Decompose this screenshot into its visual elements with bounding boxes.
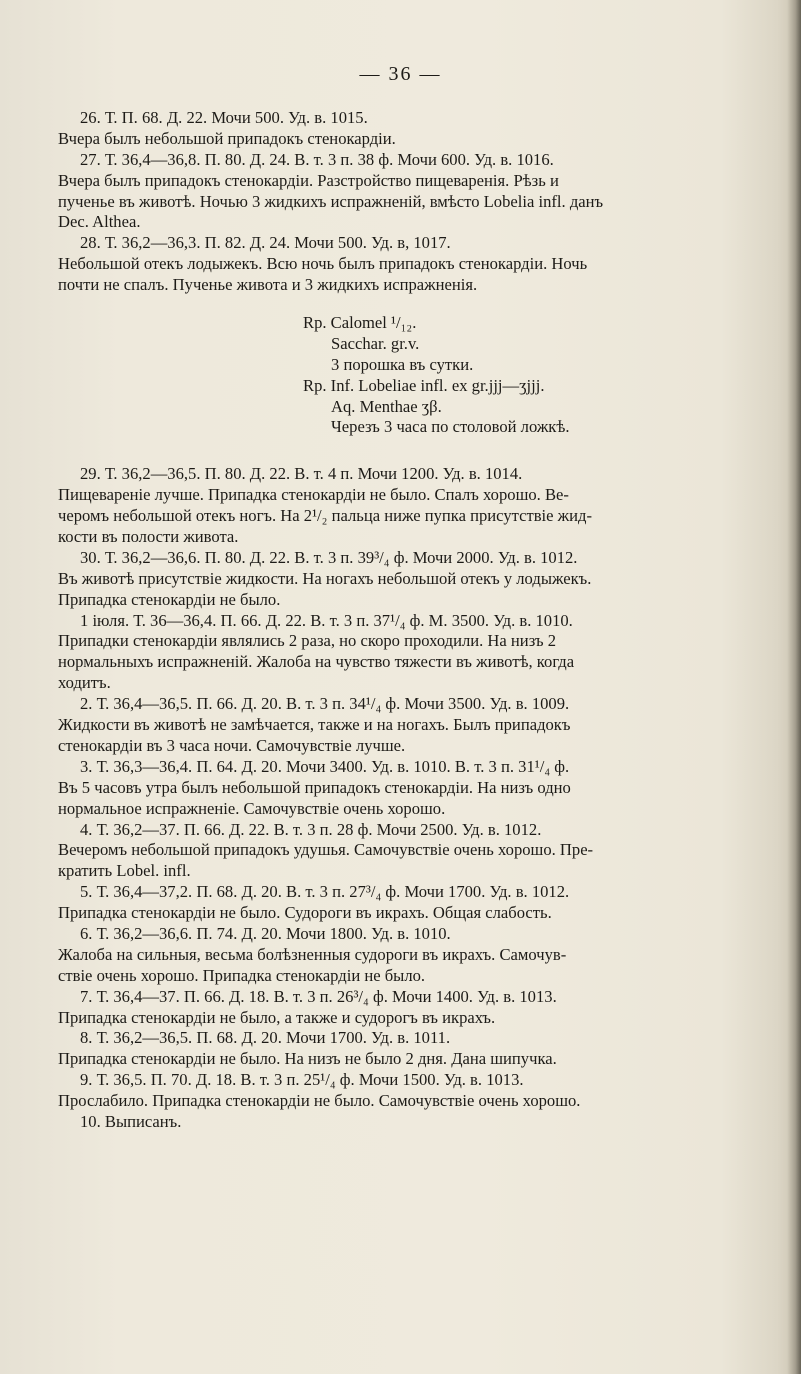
text-line: 29. Т. 36,2—36,5. П. 80. Д. 22. В. т. 4 п. Мочи 1200. Уд. в. 1014. xyxy=(80,464,523,484)
text-line: 6. Т. 36,2—36,6. П. 74. Д. 20. Мочи 1800. Уд. в. 1010. xyxy=(80,923,451,943)
text-line: Dec. Althea. xyxy=(58,212,141,232)
recipe-line: Черезъ 3 часа по столовой ложкѣ. xyxy=(331,417,570,437)
text-line: Припадка стенокардіи не было. Судороги въ икрахъ. Общая слабость. xyxy=(58,903,552,923)
text-line: Припадка стенокардіи не было. На низъ не было 2 дня. Дана шипучка. xyxy=(58,1049,557,1069)
text-line: 7. Т. 36,4—37. П. 66. Д. 18. В. т. 3 п. 26³/₄ ф. Мочи 1400. Уд. в. 1013. xyxy=(80,986,557,1006)
text-line: нормальное испражненіе. Самочувствіе очень хорошо. xyxy=(58,798,446,818)
page-number: — 36 — xyxy=(359,63,442,85)
text-line: Вчера былъ припадокъ стенокардіи. Разстройство пищеваренія. Рѣзь и xyxy=(58,170,559,190)
recipe-line: Aq. Menthae ʒβ. xyxy=(331,396,442,416)
text-line: 30. Т. 36,2—36,6. П. 80. Д. 22. В. т. 3 п. 39³/₄ ф. Мочи 2000. Уд. в. 1012. xyxy=(80,547,578,567)
text-line: 3. Т. 36,3—36,4. П. 64. Д. 20. Мочи 3400. Уд. в. 1010. В. т. 3 п. 31¹/₄ ф. xyxy=(80,756,570,776)
text-line: стенокардіи въ 3 часа ночи. Самочувствіе лучше. xyxy=(58,735,406,755)
text-line: черомъ небольшой отекъ ногъ. На 2¹/₂ пальца ниже пупка присутствіе жид- xyxy=(58,506,592,526)
text-line: Прослабило. Припадка стенокардіи не было. Самочувствіе очень хорошо. xyxy=(58,1091,581,1111)
text-line: 9. Т. 36,5. П. 70. Д. 18. В. т. 3 п. 25¹/₄ ф. Мочи 1500. Уд. в. 1013. xyxy=(80,1070,524,1090)
text-line: 26. Т. П. 68. Д. 22. Мочи 500. Уд. в. 1015. xyxy=(80,108,368,127)
text-line: Припадка стенокардіи не было. xyxy=(58,589,281,609)
text-line: 1 іюля. Т. 36—36,4. П. 66. Д. 22. В. т. 3 п. 37¹/₄ ф. М. 3500. Уд. в. 1010. xyxy=(80,610,573,630)
text-line: Пищевареніе лучше. Припадка стенокардіи не было. Спалъ хорошо. Ве- xyxy=(58,485,569,505)
recipe-line: Rp. Inf. Lobeliae infl. ex gr.jjj—ʒjjj. xyxy=(303,375,545,395)
text-line: 10. Выписанъ. xyxy=(80,1111,182,1131)
text-line: ствіе очень хорошо. Припадка стенокардіи не было. xyxy=(58,965,426,985)
text-line: 8. Т. 36,2—36,5. П. 68. Д. 20. Мочи 1700. Уд. в. 1011. xyxy=(80,1028,451,1048)
page-edge-shadow xyxy=(787,0,801,1374)
text-line: Припадки стенокардіи являлись 2 раза, но скоро проходили. На низъ 2 xyxy=(58,631,556,651)
text-line: Припадка стенокардіи не было, а также и судорогъ въ икрахъ. xyxy=(58,1007,496,1027)
text-line: 27. Т. 36,4—36,8. П. 80. Д. 24. В. т. 3 п. 38 ф. Мочи 600. Уд. в. 1016. xyxy=(80,149,554,169)
text-line: Жидкости въ животѣ не замѣчается, также и на ногахъ. Былъ припадокъ xyxy=(58,715,571,735)
text-line: Въ 5 часовъ утра былъ небольшой припадокъ стенокардіи. На низъ одно xyxy=(58,777,571,797)
recipe-line: 3 порошка въ сутки. xyxy=(331,354,474,374)
text-line: ходитъ. xyxy=(58,673,111,693)
text-line: пученье въ животѣ. Ночью 3 жидкихъ испражненій, вмѣсто Lobelia infl. данъ xyxy=(58,191,604,211)
text-line: Вечеромъ небольшой припадокъ удушья. Самочувствіе очень хорошо. Пре- xyxy=(58,840,594,860)
text-line: Жалоба на сильныя, весьма болѣзненныя судороги въ икрахъ. Самочув- xyxy=(58,944,567,964)
text-line: кости въ полости живота. xyxy=(58,527,239,547)
text-line: 5. Т. 36,4—37,2. П. 68. Д. 20. В. т. 3 п. 27³/₄ ф. Мочи 1700. Уд. в. 1012. xyxy=(80,882,570,902)
text-line: Въ животѣ присутствіе жидкости. На ногахъ небольшой отекъ у лодыжекъ. xyxy=(58,568,592,588)
text-line: почти не спалъ. Пученье живота и 3 жидкихъ испражненія. xyxy=(58,275,478,295)
text-line: 2. Т. 36,4—36,5. П. 66. Д. 20. В. т. 3 п. 34¹/₄ ф. Мочи 3500. Уд. в. 1009. xyxy=(80,694,570,714)
page-text xyxy=(58,108,778,1133)
text-line: Небольшой отекъ лодыжекъ. Всю ночь былъ припадокъ стенокардіи. Ночь xyxy=(58,254,588,274)
text-line: 4. Т. 36,2—37. П. 66. Д. 22. В. т. 3 п. 28 ф. Мочи 2500. Уд. в. 1012. xyxy=(80,819,542,839)
text-line: нормальныхъ испражненій. Жалоба на чувство тяжести въ животѣ, когда xyxy=(58,652,575,672)
recipe-line: Rp. Calomel ¹/₁₂. xyxy=(303,313,417,333)
text-line: Вчера былъ небольшой припадокъ стенокардіи. xyxy=(58,128,396,148)
text-line: 28. Т. 36,2—36,3. П. 82. Д. 24. Мочи 500. Уд. в, 1017. xyxy=(80,233,451,253)
recipe-line: Sacchar. gr.v. xyxy=(331,333,420,353)
text-line: кратить Lobel. infl. xyxy=(58,861,191,881)
